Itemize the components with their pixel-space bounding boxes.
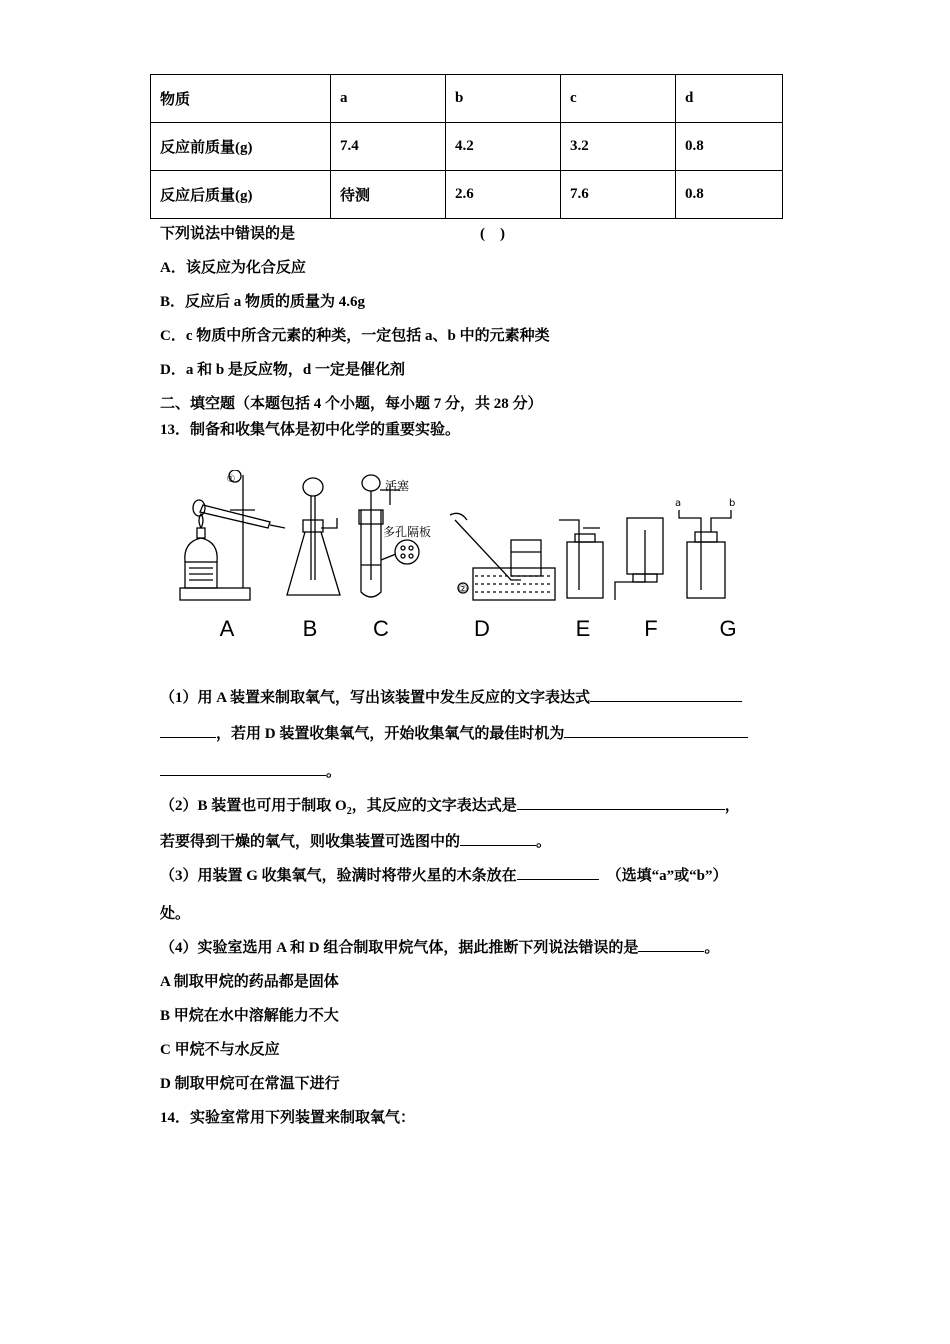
table-cell: 0.8 [676,123,783,171]
q13-part3-line1: （3）用装置 G 收集氧气，验满时将带火星的木条放在 （选填“a”或“b”） [160,864,728,885]
table-cell: 7.4 [331,123,446,171]
q13-p4-option-a: A 制取甲烷的药品都是固体 [160,974,339,990]
table-header-row [151,75,783,123]
q13-p4-option-d: D 制取甲烷可在常温下进行 [160,1076,340,1092]
table-cell: 3.2 [561,123,676,171]
answer-blank[interactable] [564,723,748,738]
section-heading: 二、填空题（本题包括 4 个小题，每小题 7 分，共 28 分） [160,396,543,412]
answer-blank[interactable] [460,831,536,846]
apparatus-b [287,478,340,595]
table-header-cell: 物质 [151,75,331,123]
q12-prompt: 下列说法中错误的是 ( ) [160,222,295,243]
q13-part1-line2: ，若用 D 装置收集氧气，开始收集氧气的最佳时机为 [160,722,748,743]
q13-part2-line1: （2）B 装置也可用于制取 $O_2$，其反应的文字表达式是 ， [160,794,740,817]
label-d: D [474,616,490,641]
table-cell: 4.2 [446,123,561,171]
answer-blank[interactable] [160,723,216,738]
table-cell: 0.8 [676,171,783,219]
answer-blank[interactable] [160,761,326,776]
label-a: A [219,616,235,641]
label-b: B [302,616,318,641]
q12-option-b: B．反应后 a 物质的质量为 4.6g [160,294,366,310]
q13-part1-line1: （1）用 A 装置来制取氧气，写出该装置中发生反应的文字表达式 [160,686,742,707]
q13-part4: （4）实验室选用 A 和 D 组合制取甲烷气体，据此推断下列说法错误的是 。 [160,936,719,957]
label-f: F [644,616,658,641]
answer-blank[interactable] [517,865,599,880]
q13-p4-option-b: B 甲烷在水中溶解能力不大 [160,1008,339,1024]
table-header-cell: a [331,75,446,123]
q13-part3-line2: 处。 [160,906,191,922]
table-row [151,123,783,171]
apparatus-e [559,520,603,598]
apparatus-f [615,518,663,600]
marker-2: ② [458,584,468,595]
q13-p4-option-c: C 甲烷不与水反应 [160,1042,280,1058]
q12-option-c: C．c 物质中所含元素的种类，一定包括 a、b 中的元素种类 [160,328,550,344]
apparatus-a [180,470,285,600]
q12-option-a: A．该反应为化合反应 [160,260,306,276]
q13-part1-line3: 。 [160,760,341,781]
answer-blank[interactable] [638,937,704,952]
q13-title: 13．制备和收集气体是初中化学的重要实验。 [160,422,461,438]
table-cell: 反应前质量(g) [151,123,331,171]
label-c: C [373,616,389,641]
apparatus-figure [175,470,765,645]
apparatus-g [679,510,731,598]
answer-blank[interactable] [590,687,742,702]
port-a-label: a [675,498,682,509]
porous-plate-label: 多孔隔板 [383,525,432,539]
q13-part2-line2: 若要得到干燥的氧气，则收集装置可选图中的 。 [160,830,551,851]
mass-table [150,74,783,219]
table-header-cell: b [446,75,561,123]
table-cell: 反应后质量(g) [151,171,331,219]
table-header-cell: c [561,75,676,123]
port-b-label: b [729,498,736,509]
label-e: E [575,616,591,641]
stopcock-label: 活塞 [385,479,410,493]
marker-1: ① [226,474,236,485]
table-cell: 7.6 [561,171,676,219]
answer-paren: ( ) [480,226,505,242]
table-cell: 待测 [331,171,446,219]
table-header-cell: d [676,75,783,123]
label-g: G [719,616,737,641]
table-row [151,171,783,219]
q12-option-d: D．a 和 b 是反应物，d 一定是催化剂 [160,362,406,378]
answer-blank[interactable] [517,795,725,810]
q14-title: 14．实验室常用下列装置来制取氧气： [160,1110,416,1126]
table-cell: 2.6 [446,171,561,219]
